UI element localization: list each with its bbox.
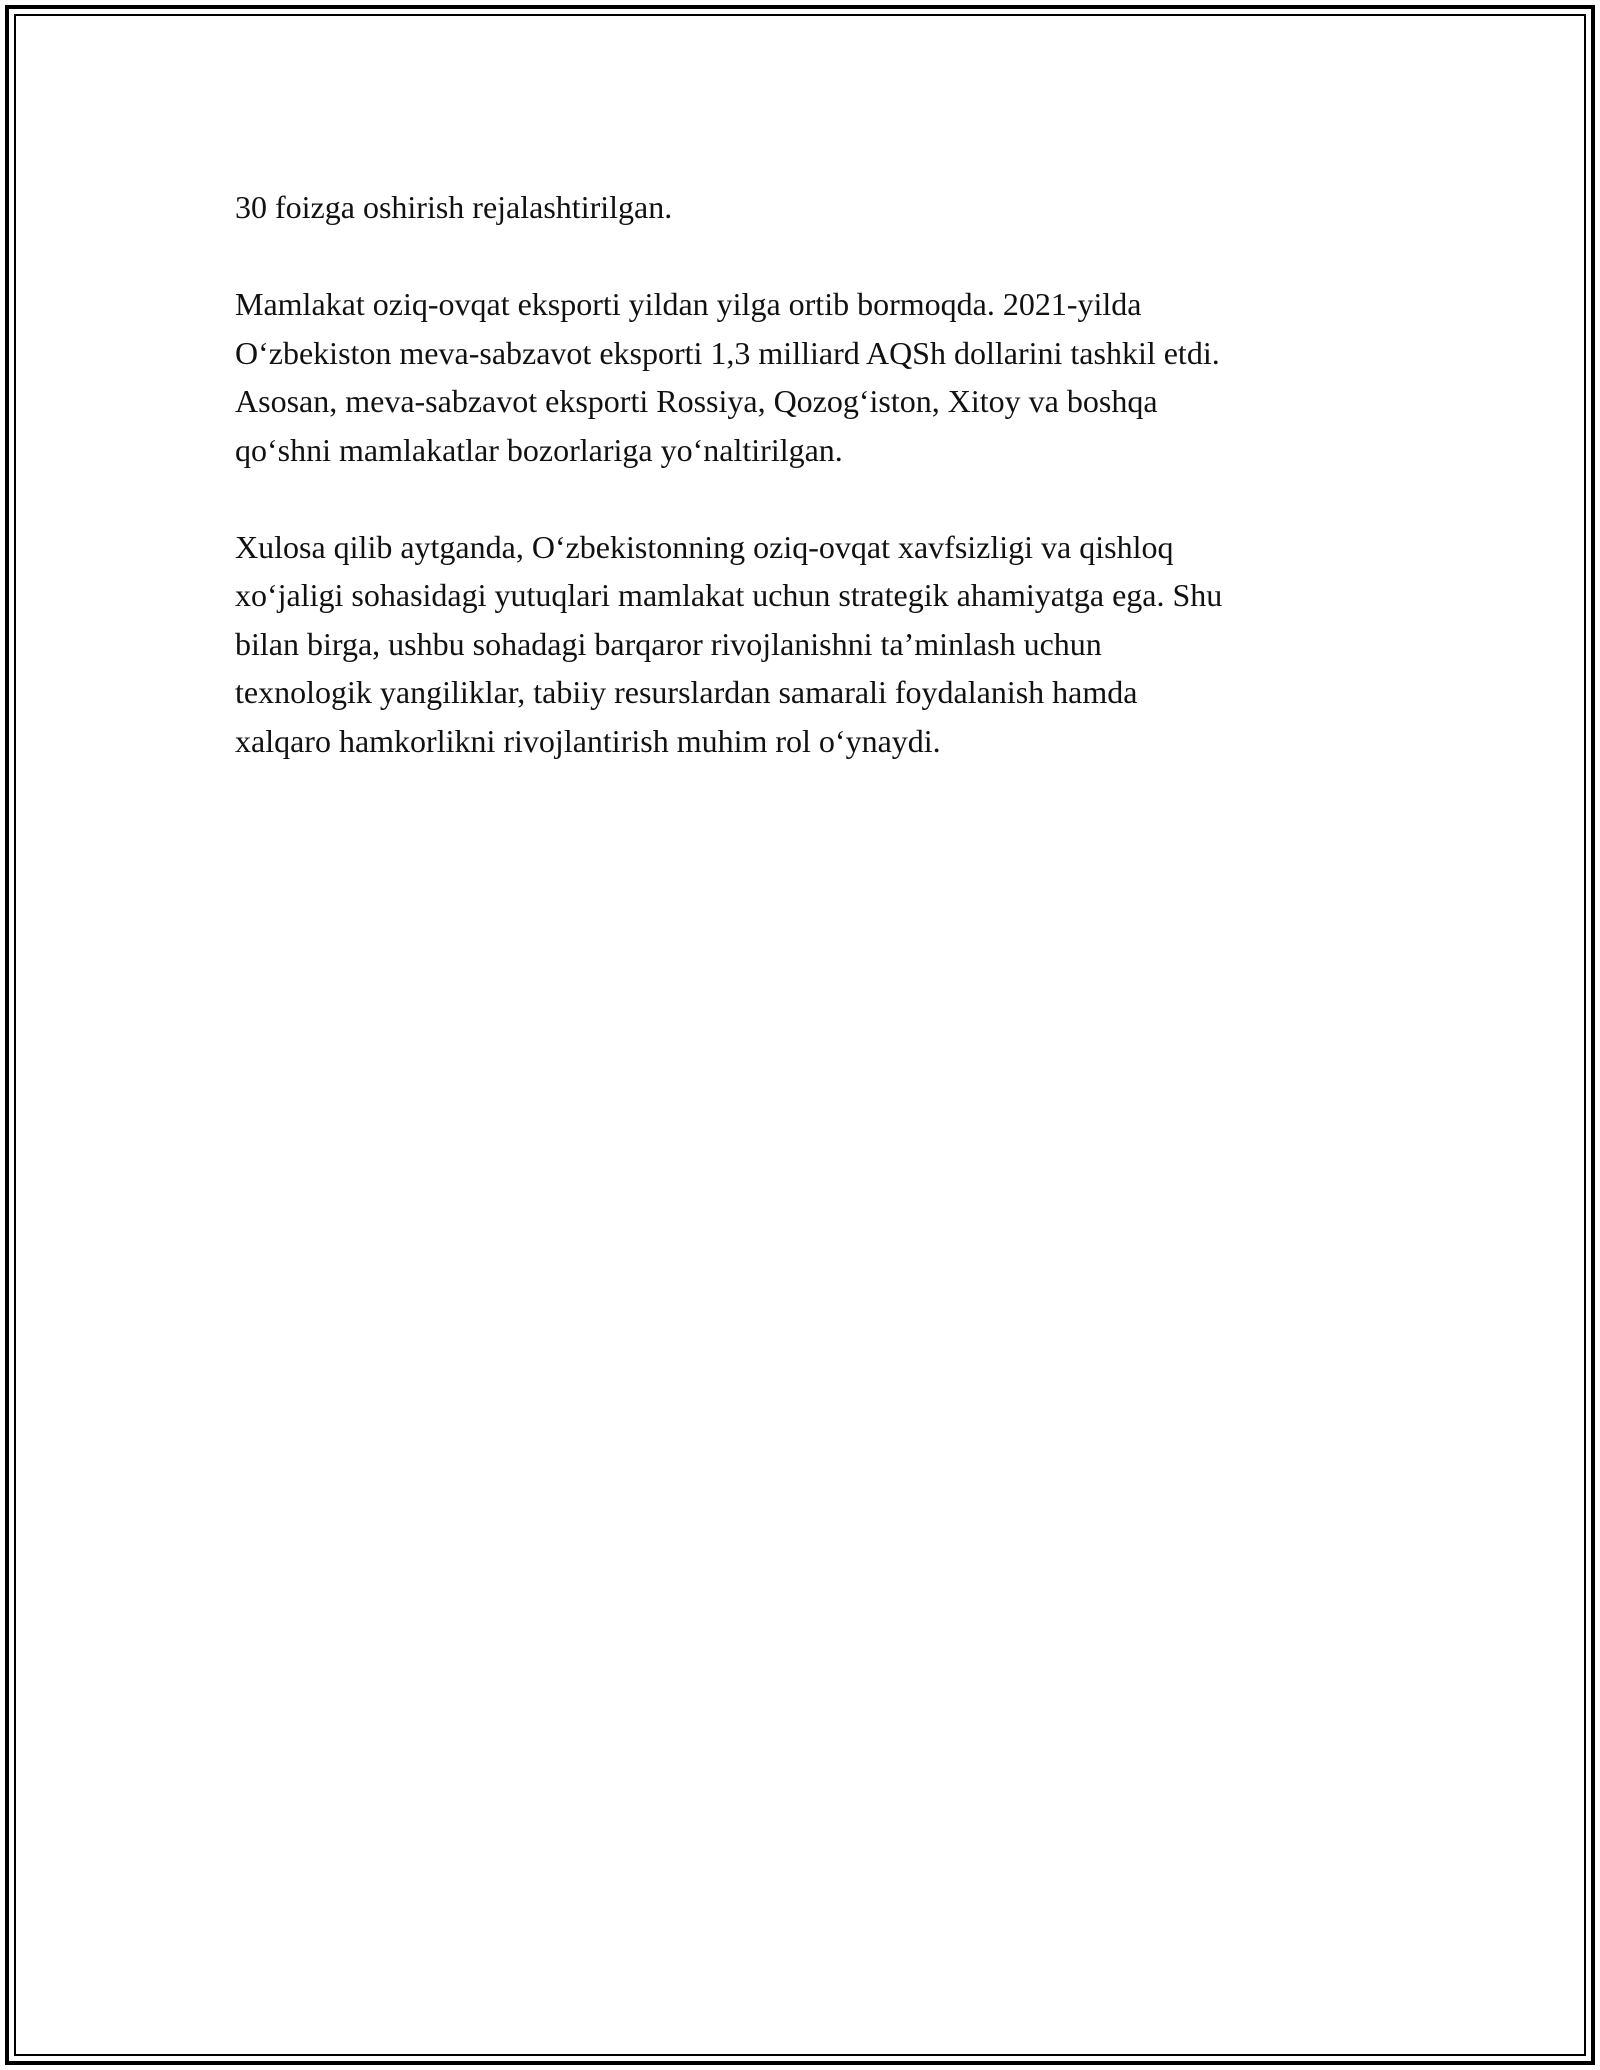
- text-line: bilan birga, ushbu sohadagi barqaror rivojlanishni ta’minlash uchun: [235, 625, 1102, 662]
- text-line: texnologik yangiliklar, tabiiy resurslardan samarali foydalanish hamda: [235, 674, 1138, 710]
- text-line: Asosan, meva-sabzavot eksporti Rossiya, Qozog‘iston, Xitoy va boshqa: [235, 383, 1158, 419]
- text-line: qo‘shni mamlakatlar bozorlariga yo‘naltirilgan.: [235, 431, 843, 468]
- paragraph-2: [235, 280, 1385, 474]
- text-line: 30 foizga oshirish rejalashtirilgan.: [235, 189, 673, 225]
- text-line: O‘zbekiston meva-sabzavot eksporti 1,3 milliard AQSh dollarini tashkil etdi.: [235, 334, 1220, 371]
- text-line: Xulosa qilib aytganda, O‘zbekistonning oziq-ovqat xavfsizligi va qishloq: [235, 528, 1174, 565]
- paragraph-3: [235, 523, 1385, 766]
- text-line: xalqaro hamkorlikni rivojlantirish muhim rol o‘ynaydi.: [235, 722, 941, 759]
- document-body: [235, 183, 1385, 814]
- text-line: Mamlakat oziq-ovqat eksporti yildan yilga ortib bormoqda. 2021-yilda: [235, 286, 1142, 322]
- text-line: xo‘jaligi sohasidagi yutuqlari mamlakat uchun strategik ahamiyatga ega. Shu: [235, 577, 1223, 613]
- paragraph-1: [235, 183, 1385, 232]
